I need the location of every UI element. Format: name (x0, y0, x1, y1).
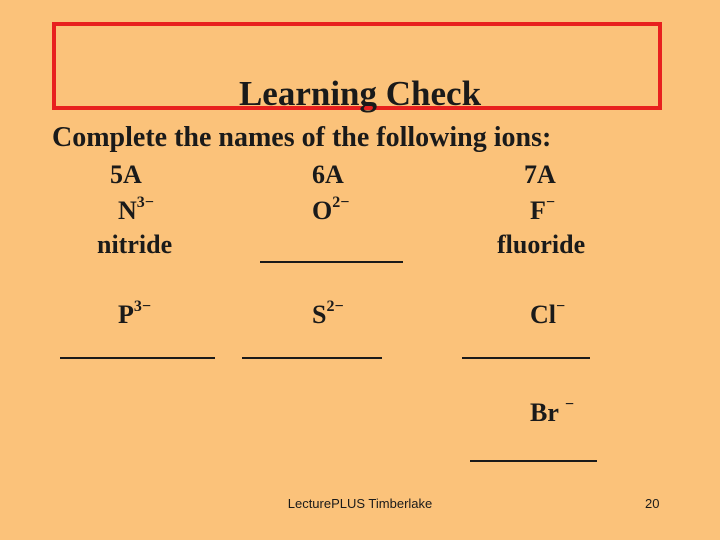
ion-bromide (530, 398, 574, 428)
answer-blank-bromide (470, 460, 597, 462)
ion-charge: 2− (332, 194, 350, 212)
group-header-7a: 7A (524, 160, 556, 189)
ion-oxide (312, 196, 349, 226)
ion-symbol: Br (530, 398, 559, 427)
ion-charge: − (564, 396, 575, 414)
ion-charge: 3− (136, 194, 154, 212)
ion-symbol: O (312, 196, 333, 225)
ion-symbol: Cl (530, 300, 556, 329)
ion-charge: 3− (133, 298, 152, 316)
ion-symbol: P (118, 300, 134, 329)
page-number: 20 (645, 496, 660, 511)
slide-subtitle: Complete the names of the following ions: (52, 122, 552, 153)
ion-name-fluoride: fluoride (497, 230, 586, 259)
ion-nitride (118, 196, 154, 226)
ion-symbol: N (118, 196, 137, 225)
ion-charge: − (556, 298, 566, 316)
ion-symbol: S (312, 300, 327, 329)
ion-sulfide (312, 300, 344, 330)
slide-title: Learning Check (238, 74, 482, 113)
ion-symbol: F (530, 196, 546, 225)
ion-fluoride (530, 196, 555, 226)
answer-blank-chloride (462, 357, 590, 359)
footer-credit: LecturePLUS Timberlake (287, 496, 433, 511)
answer-blank-phosphide (60, 357, 215, 359)
answer-blank-oxide (260, 261, 403, 263)
ion-charge: 2− (326, 298, 344, 316)
ion-phosphide (118, 300, 151, 330)
ion-charge: − (545, 194, 556, 212)
answer-blank-sulfide (242, 357, 382, 359)
ion-chloride (530, 300, 565, 330)
ion-name-nitride: nitride (97, 230, 173, 259)
group-header-6a: 6A (312, 160, 344, 189)
group-header-5a: 5A (110, 160, 142, 189)
